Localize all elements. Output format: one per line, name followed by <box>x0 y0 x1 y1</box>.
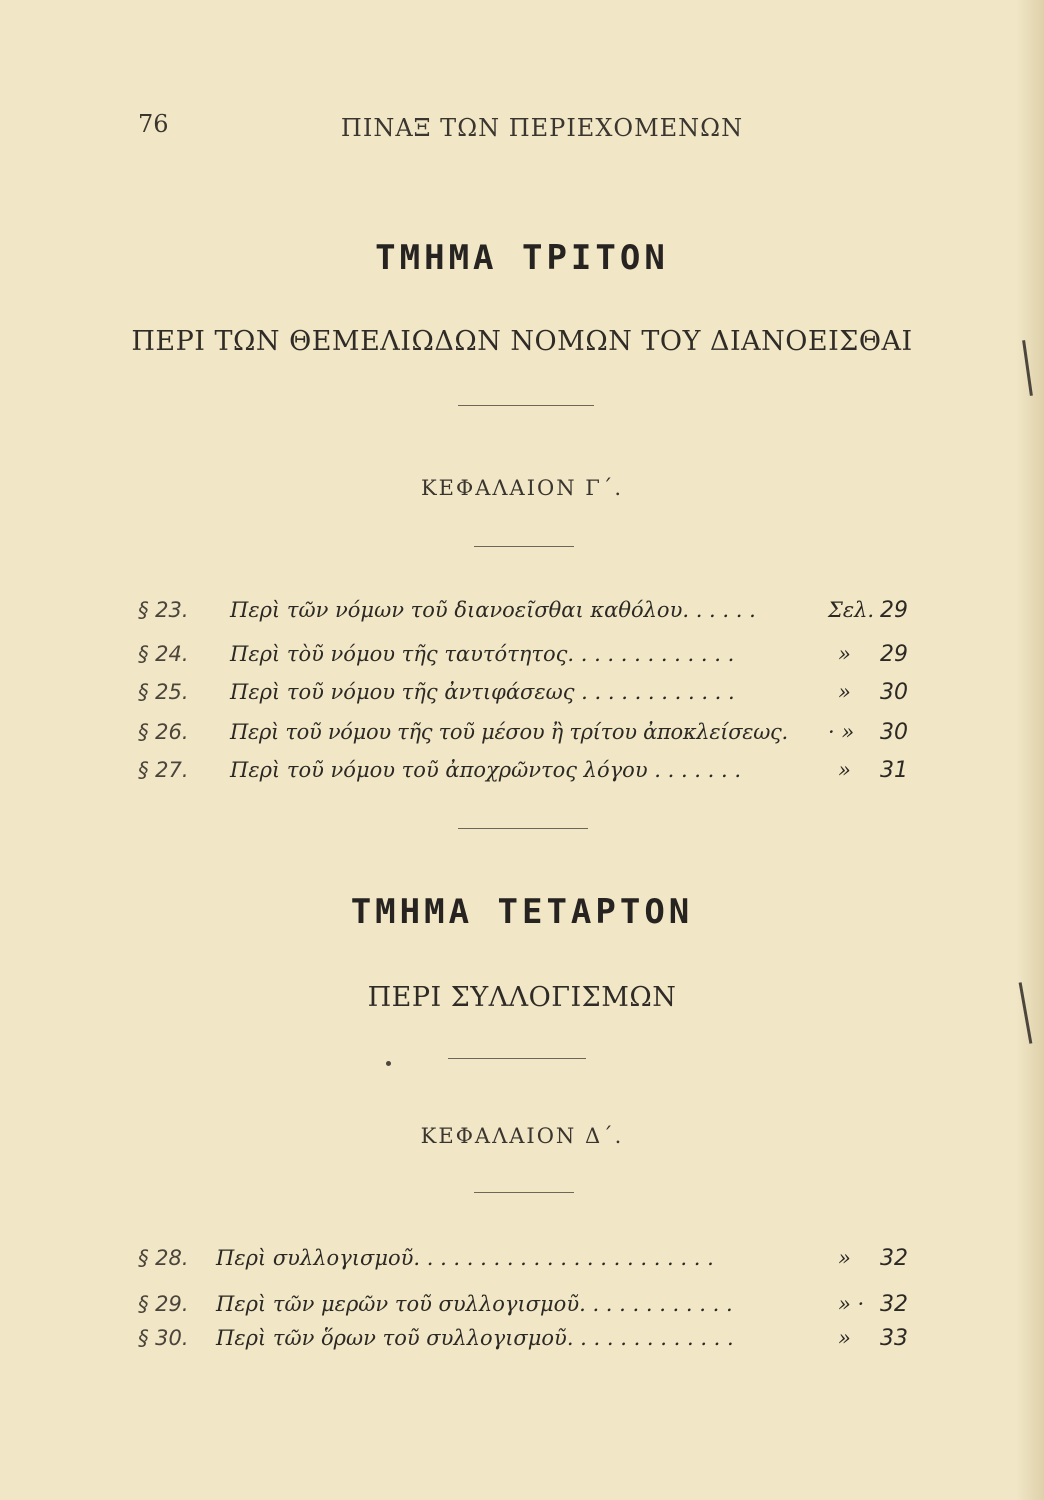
section-number: § 30. <box>138 1326 189 1350</box>
toc-entry <box>138 642 938 678</box>
toc-entry <box>138 680 938 716</box>
toc-entry <box>138 1246 938 1282</box>
section-number: § 29. <box>138 1292 189 1316</box>
part-three-subtitle: ΠΕΡΙ ΤΩΝ ΘΕΜΕΛΙΩΔΩΝ ΝΟΜΩΝ ΤΟΥ ΔΙΑΝΟΕΙΣΘΑΙ <box>131 326 913 357</box>
entry-title: Περὶ τῶν νόμων τοῦ διανοεῖσθαι καθόλου. . . . . . <box>230 598 756 622</box>
chapter-four-heading: ΚΕΦΑΛΑΙΟΝ Δ΄. <box>420 1124 624 1148</box>
page-marker: » <box>838 1326 851 1350</box>
entry-page: 30 <box>880 680 908 705</box>
entry-title: Περὶ τοῦ νόμου τῆς ἀντιφάσεως . . . . . . . . . . . . <box>230 680 735 704</box>
section-number: § 27. <box>138 758 189 782</box>
page-number: 76 <box>138 110 169 138</box>
part-four-title: ΤΜΗΜΑ ΤΕΤΑΡΤΟΝ <box>350 892 694 932</box>
entry-title: Περὶ τοῦ νόμου τοῦ ἀποχρῶντος λόγου . . . . . . . <box>230 758 742 782</box>
divider-rule <box>448 1058 586 1059</box>
entry-page: 29 <box>880 598 908 623</box>
page-marker: » <box>838 1246 851 1270</box>
section-number: § 23. <box>138 598 189 622</box>
part-three-title: ΤΜΗΜΑ ΤΡΙΤΟΝ <box>375 238 669 278</box>
page-marker: Σελ. <box>828 598 875 622</box>
section-number: § 26. <box>138 720 189 744</box>
entry-page: 30 <box>880 720 908 745</box>
page-marker: · » <box>828 720 855 744</box>
entry-page: 32 <box>880 1292 908 1317</box>
section-number: § 24. <box>138 642 189 666</box>
section-number: § 28. <box>138 1246 189 1270</box>
running-head: ΠΙΝΑΞ ΤΩΝ ΠΕΡΙΕΧΟΜΕΝΩΝ <box>340 114 744 142</box>
entry-title: Περὶ τῶν ὅρων τοῦ συλλογισμοῦ. . . . . . . . . . . . . <box>216 1326 734 1350</box>
entry-title: Περὶ τοῦ νόμου τῆς τοῦ μέσου ἢ τρίτου ἀποκλείσεως. <box>230 720 788 744</box>
part-four-subtitle: ΠΕΡΙ ΣΥΛΛΟΓΙΣΜΩΝ <box>367 982 677 1013</box>
toc-entry <box>138 720 938 756</box>
page-marker: » <box>838 642 851 666</box>
divider-rule <box>458 405 594 406</box>
entry-title: Περὶ τῶν μερῶν τοῦ συλλογισμοῦ. . . . . . . . . . . . <box>216 1292 733 1316</box>
entry-title: Περὶ συλλογισμοῦ. . . . . . . . . . . . . . . . . . . . . . . <box>216 1246 714 1270</box>
page-marker: » · <box>838 1292 865 1316</box>
entry-page: 32 <box>880 1246 908 1271</box>
toc-entry <box>138 1326 938 1362</box>
page-edge-shadow <box>1016 0 1044 1500</box>
entry-page: 29 <box>880 642 908 667</box>
section-number: § 25. <box>138 680 189 704</box>
entry-page: 33 <box>880 1326 908 1351</box>
entry-title: Περὶ τòῦ νόμου τῆς ταυτότητος. . . . . . . . . . . . . <box>230 642 735 666</box>
chapter-three-heading: ΚΕΦΑΛΑΙΟΝ Γ΄. <box>420 476 624 500</box>
divider-rule <box>474 546 574 547</box>
entry-page: 31 <box>880 758 908 783</box>
divider-rule <box>474 1192 574 1193</box>
toc-entry <box>138 758 938 794</box>
ink-dot <box>386 1061 391 1066</box>
page-marker: » <box>838 680 851 704</box>
toc-entry <box>138 598 938 634</box>
toc-entry <box>138 1292 938 1328</box>
page-marker: » <box>838 758 851 782</box>
divider-rule <box>458 828 588 829</box>
